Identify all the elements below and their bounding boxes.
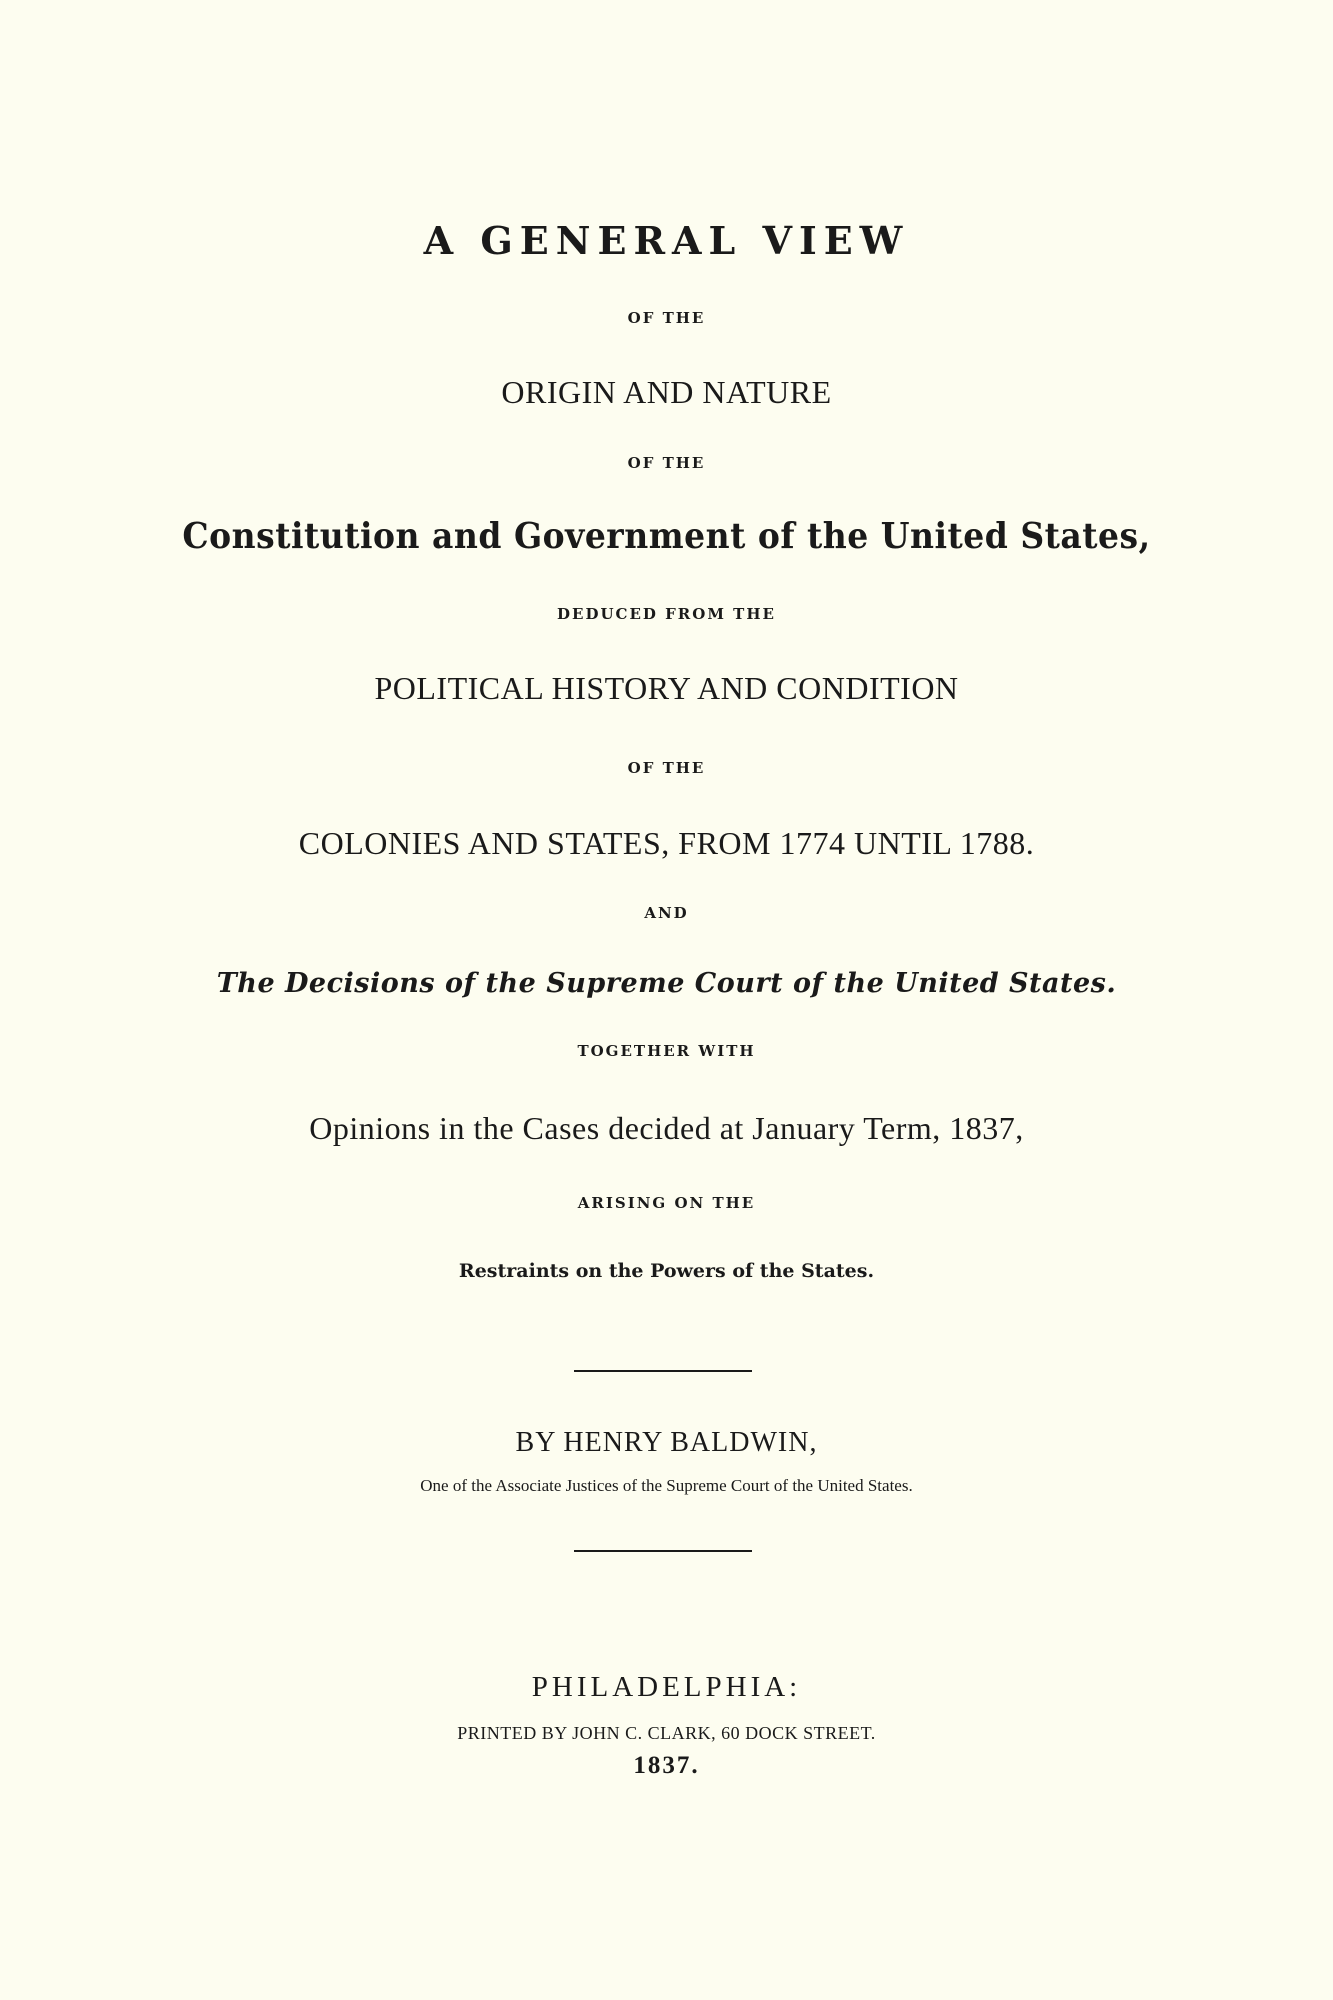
author-description: One of the Associate Justices of the Supreme Court of the United States. bbox=[420, 1476, 913, 1495]
political-history-line: POLITICAL HISTORY AND CONDITION bbox=[374, 670, 959, 706]
divider-rule-1 bbox=[574, 1370, 752, 1372]
deduced-line: DEDUCED FROM THE bbox=[557, 605, 776, 623]
constitution-line: Constitution and Government of the United States, bbox=[182, 514, 1151, 557]
restraints-line: Restraints on the Powers of the States. bbox=[458, 1260, 875, 1282]
opinions-line: Opinions in the Cases decided at January Term, 1837, bbox=[309, 1110, 1024, 1146]
divider-rule-2 bbox=[574, 1550, 752, 1552]
origin-line: ORIGIN AND NATURE bbox=[501, 374, 832, 410]
of-the-line-3: OF THE bbox=[627, 759, 706, 777]
decisions-line: The Decisions of the Supreme Court of the United States. bbox=[216, 968, 1117, 999]
colonies-line: COLONIES AND STATES, FROM 1774 UNTIL 1788. bbox=[298, 825, 1035, 861]
together-with-line: TOGETHER WITH bbox=[577, 1042, 756, 1060]
of-the-line-2: OF THE bbox=[627, 454, 706, 472]
imprint-place: PHILADELPHIA: bbox=[531, 1671, 802, 1703]
and-line: AND bbox=[644, 904, 689, 922]
author-name: BY HENRY BALDWIN, bbox=[515, 1427, 818, 1458]
of-the-line-1: OF THE bbox=[627, 309, 706, 327]
main-title: A GENERAL VIEW bbox=[423, 218, 910, 263]
imprint-year: 1837. bbox=[633, 1752, 700, 1779]
imprint-printer: PRINTED BY JOHN C. CLARK, 60 DOCK STREET. bbox=[457, 1723, 876, 1743]
arising-line: ARISING ON THE bbox=[577, 1194, 756, 1212]
